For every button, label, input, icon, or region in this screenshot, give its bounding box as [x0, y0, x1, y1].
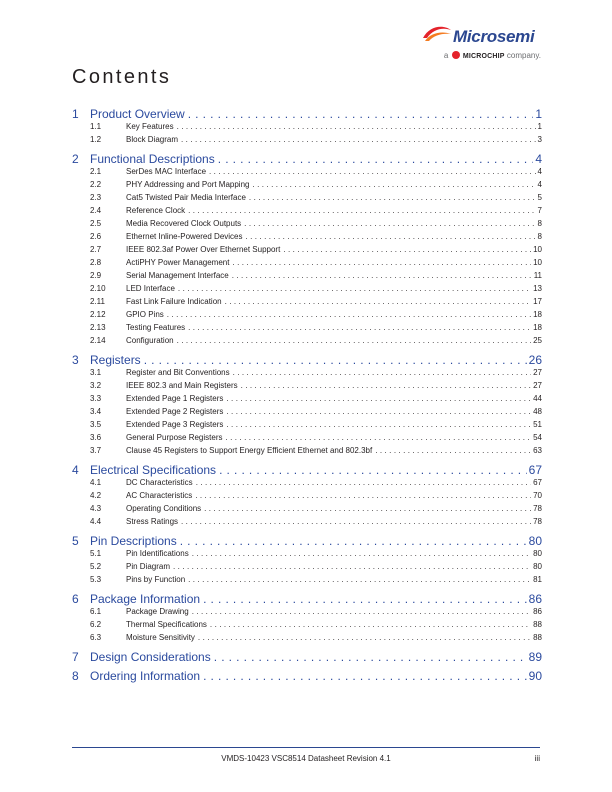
toc-section-list: [72, 549, 542, 588]
dot-leader: [246, 232, 536, 241]
toc-chapter-label: [72, 152, 215, 166]
microsemi-logo: [421, 24, 541, 68]
logo-name: Microsemi: [453, 27, 535, 46]
toc-section-number: 2.3: [90, 193, 102, 202]
toc-section-label: [72, 245, 280, 254]
toc-section-title: Moisture Sensitivity: [126, 633, 195, 642]
toc-chapter-title: Functional Descriptions: [90, 152, 215, 166]
toc-chapter-page: 1: [535, 107, 542, 121]
toc-section-label: [72, 420, 223, 429]
dot-leader: [188, 206, 535, 215]
toc-section-link[interactable]: [72, 394, 542, 407]
toc-section-page: 8: [537, 219, 542, 228]
toc-chapter-number: 6: [72, 592, 79, 606]
toc-section-title: Block Diagram: [126, 135, 179, 144]
toc-section-title: Media Recovered Clock Outputs: [126, 219, 242, 228]
footer-rule: [72, 747, 540, 748]
toc-section-list: [72, 122, 542, 148]
toc-section-title: Key Features: [126, 122, 174, 131]
toc-chapter-page: 26: [528, 353, 542, 367]
dot-leader: [226, 420, 531, 429]
toc-section-link[interactable]: [72, 517, 542, 530]
toc-section-link[interactable]: [72, 607, 542, 620]
toc-chapter: [72, 650, 542, 665]
toc-chapter-number: 7: [72, 650, 79, 664]
dot-leader: [173, 562, 531, 571]
toc-section-page: 4: [537, 167, 542, 176]
dot-leader: [226, 407, 531, 416]
toc-section-link[interactable]: [72, 491, 542, 504]
toc-section-link[interactable]: [72, 271, 542, 284]
toc-section-page: 11: [533, 271, 542, 280]
toc-section-number: 6.1: [90, 607, 102, 616]
toc-section-label: [72, 219, 241, 228]
toc-section-link[interactable]: [72, 135, 542, 148]
dot-leader: [196, 478, 531, 487]
dot-leader: [233, 368, 531, 377]
toc-section-title: PHY Addressing and Port Mapping: [126, 180, 250, 189]
toc-section-label: [72, 323, 185, 332]
toc-section-title: General Purpose Registers: [126, 433, 223, 442]
toc-section-link[interactable]: [72, 193, 542, 206]
dot-leader: [283, 245, 531, 254]
toc-section-label: [72, 562, 170, 571]
toc-section-page: 13: [533, 284, 542, 293]
toc-section-link[interactable]: [72, 504, 542, 517]
toc-section-number: 2.6: [90, 232, 102, 241]
toc-section-number: 6.3: [90, 633, 102, 642]
toc-chapter-label: [72, 463, 216, 477]
microsemi-swoosh-icon: [421, 24, 453, 44]
dot-leader: [226, 433, 532, 442]
toc-section-page: 78: [533, 517, 542, 526]
toc-section-page: 63: [533, 446, 542, 455]
toc-section-title: AC Characteristics: [126, 491, 193, 500]
toc-section-label: [72, 122, 174, 131]
toc-section-link[interactable]: [72, 297, 542, 310]
toc-chapter-page: 89: [528, 650, 542, 664]
dot-leader: [214, 650, 527, 664]
toc-section-page: 1: [537, 122, 542, 131]
toc-section-title: DC Characteristics: [126, 478, 193, 487]
toc-section-list: [72, 368, 542, 459]
toc-section-number: 2.8: [90, 258, 102, 267]
dot-leader: [244, 219, 535, 228]
logo-tagline-suffix: company.: [506, 51, 541, 60]
dot-leader: [219, 463, 527, 477]
dot-leader: [225, 297, 531, 306]
toc-section-label: [72, 297, 222, 306]
toc-section-label: [72, 478, 193, 487]
toc-section-link[interactable]: [72, 381, 542, 394]
toc-section-title: Register and Bit Conventions: [126, 368, 230, 377]
toc-section-link[interactable]: [72, 323, 542, 336]
toc-section-title: Pins by Function: [126, 575, 186, 584]
toc-section-page: 67: [533, 478, 542, 487]
toc-section-page: 44: [533, 394, 542, 403]
toc-section-number: 1.2: [90, 135, 102, 144]
toc-section-title: Package Drawing: [126, 607, 189, 616]
toc-section-link[interactable]: [72, 420, 542, 433]
dot-leader: [252, 180, 535, 189]
toc-section-link[interactable]: [72, 258, 542, 271]
toc-chapter: [72, 107, 542, 148]
toc-section-number: 2.1: [90, 167, 102, 176]
toc-section-title: Pin Diagram: [126, 562, 171, 571]
toc-section-number: 3.3: [90, 394, 102, 403]
toc-section-number: 2.14: [90, 336, 106, 345]
toc-chapter-link[interactable]: [72, 650, 542, 665]
toc-chapter-page: 80: [528, 534, 542, 548]
footer-page-number: iii: [534, 754, 540, 763]
toc-section-link[interactable]: [72, 433, 542, 446]
toc-section-link[interactable]: [72, 575, 542, 588]
toc-chapter-label: [72, 534, 177, 548]
toc-section-number: 3.4: [90, 407, 102, 416]
toc-section-label: [72, 336, 174, 345]
toc-chapter-link[interactable]: [72, 107, 542, 122]
toc-section-number: 3.7: [90, 446, 102, 455]
toc-section-label: [72, 575, 185, 584]
logo-tagline-prefix: a: [443, 51, 449, 60]
toc-section-page: 18: [533, 310, 542, 319]
toc-chapter-number: 4: [72, 463, 79, 477]
toc-section-title: Stress Ratings: [126, 517, 179, 526]
toc-section-number: 2.12: [90, 310, 106, 319]
toc-section-number: 2.2: [90, 180, 102, 189]
toc-chapter: [72, 463, 542, 530]
toc-section-number: 3.5: [90, 420, 102, 429]
toc-chapter-label: [72, 669, 200, 683]
toc-chapter-number: 3: [72, 353, 79, 367]
toc-section-label: [72, 407, 223, 416]
dot-leader: [192, 549, 531, 558]
dot-leader: [188, 323, 531, 332]
toc-section-link[interactable]: [72, 206, 542, 219]
toc-chapter-page: 67: [528, 463, 542, 477]
toc-section-link[interactable]: [72, 478, 542, 491]
toc-section-link[interactable]: [72, 284, 542, 297]
toc-section-page: 70: [533, 491, 542, 500]
toc-section-number: 2.4: [90, 206, 102, 215]
toc-chapter-page: 90: [528, 669, 542, 683]
toc-section-link[interactable]: [72, 180, 542, 193]
dot-leader: [144, 353, 527, 367]
table-of-contents: [72, 107, 542, 684]
toc-section-page: 27: [533, 368, 542, 377]
toc-chapter-link[interactable]: [72, 669, 542, 684]
toc-section-number: 3.1: [90, 368, 102, 377]
toc-section-link[interactable]: [72, 245, 542, 258]
toc-chapter-title: Registers: [90, 353, 141, 367]
toc-section-page: 80: [533, 562, 542, 571]
toc-section-page: 80: [533, 549, 542, 558]
toc-chapter-link[interactable]: [72, 534, 542, 549]
dot-leader: [195, 491, 531, 500]
toc-section-number: 4.2: [90, 491, 102, 500]
dot-leader: [178, 284, 531, 293]
toc-section-number: 2.13: [90, 323, 106, 332]
toc-chapter-number: 1: [72, 107, 79, 121]
dot-leader: [192, 607, 531, 616]
toc-section-label: [72, 394, 223, 403]
toc-section-number: 2.10: [90, 284, 106, 293]
microchip-icon: [452, 51, 460, 59]
toc-section-title: Extended Page 3 Registers: [126, 420, 224, 429]
dot-leader: [203, 669, 527, 683]
toc-section-link[interactable]: [72, 122, 542, 135]
toc-section-page: 51: [533, 420, 542, 429]
toc-section-title: Extended Page 1 Registers: [126, 394, 224, 403]
toc-section-label: [72, 271, 229, 280]
toc-section-title: Cat5 Twisted Pair Media Interface: [126, 193, 246, 202]
toc-chapter-label: [72, 650, 211, 664]
toc-section-page: 81: [533, 575, 542, 584]
toc-chapter: [72, 592, 542, 646]
toc-section-page: 88: [533, 633, 542, 642]
toc-section-title: LED Interface: [126, 284, 175, 293]
toc-section-title: Extended Page 2 Registers: [126, 407, 224, 416]
toc-section-page: 5: [537, 193, 542, 202]
footer-doc-title: VMDS-10423 VSC8514 Datasheet Revision 4.1: [221, 754, 391, 763]
dot-leader: [180, 534, 527, 548]
toc-section-number: 6.2: [90, 620, 102, 629]
toc-section-label: [72, 620, 207, 629]
toc-section-title: ActiPHY Power Management: [126, 258, 230, 267]
toc-section-title: Configuration: [126, 336, 174, 345]
toc-section-label: [72, 167, 206, 176]
toc-section-number: 2.11: [90, 297, 105, 306]
dot-leader: [188, 575, 531, 584]
toc-section-page: 88: [533, 620, 542, 629]
logo-tagline-brand: MICROCHIP: [462, 53, 505, 60]
toc-section-link[interactable]: [72, 167, 542, 180]
toc-chapter-link[interactable]: [72, 463, 542, 478]
toc-section-page: 8: [537, 232, 542, 241]
toc-section-label: [72, 491, 192, 500]
toc-section-page: 54: [533, 433, 542, 442]
dot-leader: [232, 258, 531, 267]
toc-section-link[interactable]: [72, 549, 542, 562]
dot-leader: [218, 152, 534, 166]
dot-leader: [210, 620, 531, 629]
toc-section-page: 4: [537, 180, 542, 189]
toc-chapter-title: Product Overview: [90, 107, 185, 121]
toc-chapter-link[interactable]: [72, 592, 542, 607]
toc-section-list: [72, 167, 542, 349]
toc-chapter: [72, 353, 542, 459]
toc-section-link[interactable]: [72, 232, 542, 245]
toc-chapter-page: 4: [535, 152, 542, 166]
toc-section-page: 86: [533, 607, 542, 616]
dot-leader: [177, 122, 536, 131]
toc-section-number: 2.9: [90, 271, 102, 280]
toc-section-label: [72, 446, 372, 455]
toc-section-page: 10: [533, 258, 542, 267]
toc-section-page: 25: [533, 336, 542, 345]
toc-chapter-link[interactable]: [72, 152, 542, 167]
toc-chapter-title: Pin Descriptions: [90, 534, 177, 548]
toc-section-label: [72, 504, 201, 513]
toc-section-title: Serial Management Interface: [126, 271, 229, 280]
toc-section-label: [72, 258, 229, 267]
dot-leader: [226, 394, 531, 403]
toc-section-page: 78: [533, 504, 542, 513]
toc-section-title: Ethernet Inline-Powered Devices: [126, 232, 243, 241]
toc-chapter-label: [72, 107, 185, 121]
toc-section-title: Thermal Specifications: [126, 620, 207, 629]
dot-leader: [232, 271, 532, 280]
toc-section-page: 7: [537, 206, 542, 215]
toc-section-number: 5.3: [90, 575, 102, 584]
toc-section-label: [72, 206, 185, 215]
dot-leader: [203, 592, 527, 606]
toc-chapter: [72, 152, 542, 349]
toc-section-title: Pin Identifications: [126, 549, 189, 558]
toc-chapter-title: Ordering Information: [90, 669, 201, 683]
dot-leader: [181, 517, 531, 526]
toc-section-label: [72, 517, 178, 526]
toc-section-list: [72, 607, 542, 646]
toc-section-link[interactable]: [72, 368, 542, 381]
toc-section-label: [72, 232, 243, 241]
toc-section-link[interactable]: [72, 336, 542, 349]
toc-section-title: Clause 45 Registers to Support Energy Efficient Ethernet and 802.3bf: [126, 446, 373, 455]
toc-section-title: Reference Clock: [126, 206, 186, 215]
toc-section-page: 10: [533, 245, 542, 254]
toc-section-title: GPIO Pins: [126, 310, 164, 319]
toc-chapter-label: [72, 592, 200, 606]
page-title: Contents: [72, 66, 172, 88]
toc-section-label: [72, 180, 249, 189]
toc-section-label: [72, 135, 178, 144]
dot-leader: [198, 633, 531, 642]
dot-leader: [177, 336, 532, 345]
toc-chapter-number: 8: [72, 669, 79, 683]
dot-leader: [209, 167, 536, 176]
logo-tagline: [444, 51, 541, 60]
dot-leader: [204, 504, 531, 513]
toc-section-number: 4.1: [90, 478, 102, 487]
toc-section-link[interactable]: [72, 620, 542, 633]
toc-section-number: 4.4: [90, 517, 102, 526]
toc-section-title: Fast Link Failure Indication: [126, 297, 222, 306]
toc-chapter-page: 86: [528, 592, 542, 606]
toc-section-list: [72, 478, 542, 530]
toc-chapter: [72, 534, 542, 588]
toc-section-number: 2.5: [90, 219, 102, 228]
toc-section-label: [72, 607, 189, 616]
toc-section-label: [72, 368, 230, 377]
toc-section-label: [72, 381, 238, 390]
toc-chapter-number: 5: [72, 534, 79, 548]
toc-chapter-label: [72, 353, 141, 367]
toc-section-link[interactable]: [72, 310, 542, 323]
toc-section-number: 5.1: [90, 549, 102, 558]
toc-section-link[interactable]: [72, 446, 542, 459]
toc-section-label: [72, 433, 223, 442]
toc-section-link[interactable]: [72, 219, 542, 232]
toc-chapter: [72, 669, 542, 684]
toc-section-number: 3.6: [90, 433, 102, 442]
toc-section-label: [72, 633, 195, 642]
toc-section-page: 48: [533, 407, 542, 416]
toc-section-title: IEEE 802.3 and Main Registers: [126, 381, 238, 390]
toc-section-number: 1.1: [90, 122, 102, 131]
dot-leader: [375, 446, 531, 455]
toc-section-title: Operating Conditions: [126, 504, 202, 513]
toc-section-number: 2.7: [90, 245, 102, 254]
toc-chapter-link[interactable]: [72, 353, 542, 368]
toc-section-number: 4.3: [90, 504, 102, 513]
toc-chapter-title: Design Considerations: [90, 650, 211, 664]
dot-leader: [241, 381, 531, 390]
toc-section-title: SerDes MAC Interface: [126, 167, 207, 176]
toc-section-number: 5.2: [90, 562, 102, 571]
toc-section-number: 3.2: [90, 381, 102, 390]
dot-leader: [181, 135, 536, 144]
dot-leader: [188, 107, 534, 121]
toc-section-label: [72, 549, 189, 558]
toc-section-title: IEEE 802.3af Power Over Ethernet Support: [126, 245, 281, 254]
toc-section-link[interactable]: [72, 562, 542, 575]
toc-chapter-title: Electrical Specifications: [90, 463, 217, 477]
toc-section-label: [72, 284, 175, 293]
dot-leader: [249, 193, 536, 202]
toc-section-label: [72, 310, 164, 319]
toc-section-link[interactable]: [72, 407, 542, 420]
toc-chapter-number: 2: [72, 152, 79, 166]
toc-section-label: [72, 193, 246, 202]
toc-section-page: 27: [533, 381, 542, 390]
toc-section-page: 18: [533, 323, 542, 332]
toc-section-title: Testing Features: [126, 323, 186, 332]
dot-leader: [167, 310, 531, 319]
toc-section-link[interactable]: [72, 633, 542, 646]
toc-section-page: 17: [533, 297, 542, 306]
toc-chapter-title: Package Information: [90, 592, 201, 606]
toc-section-page: 3: [537, 135, 542, 144]
